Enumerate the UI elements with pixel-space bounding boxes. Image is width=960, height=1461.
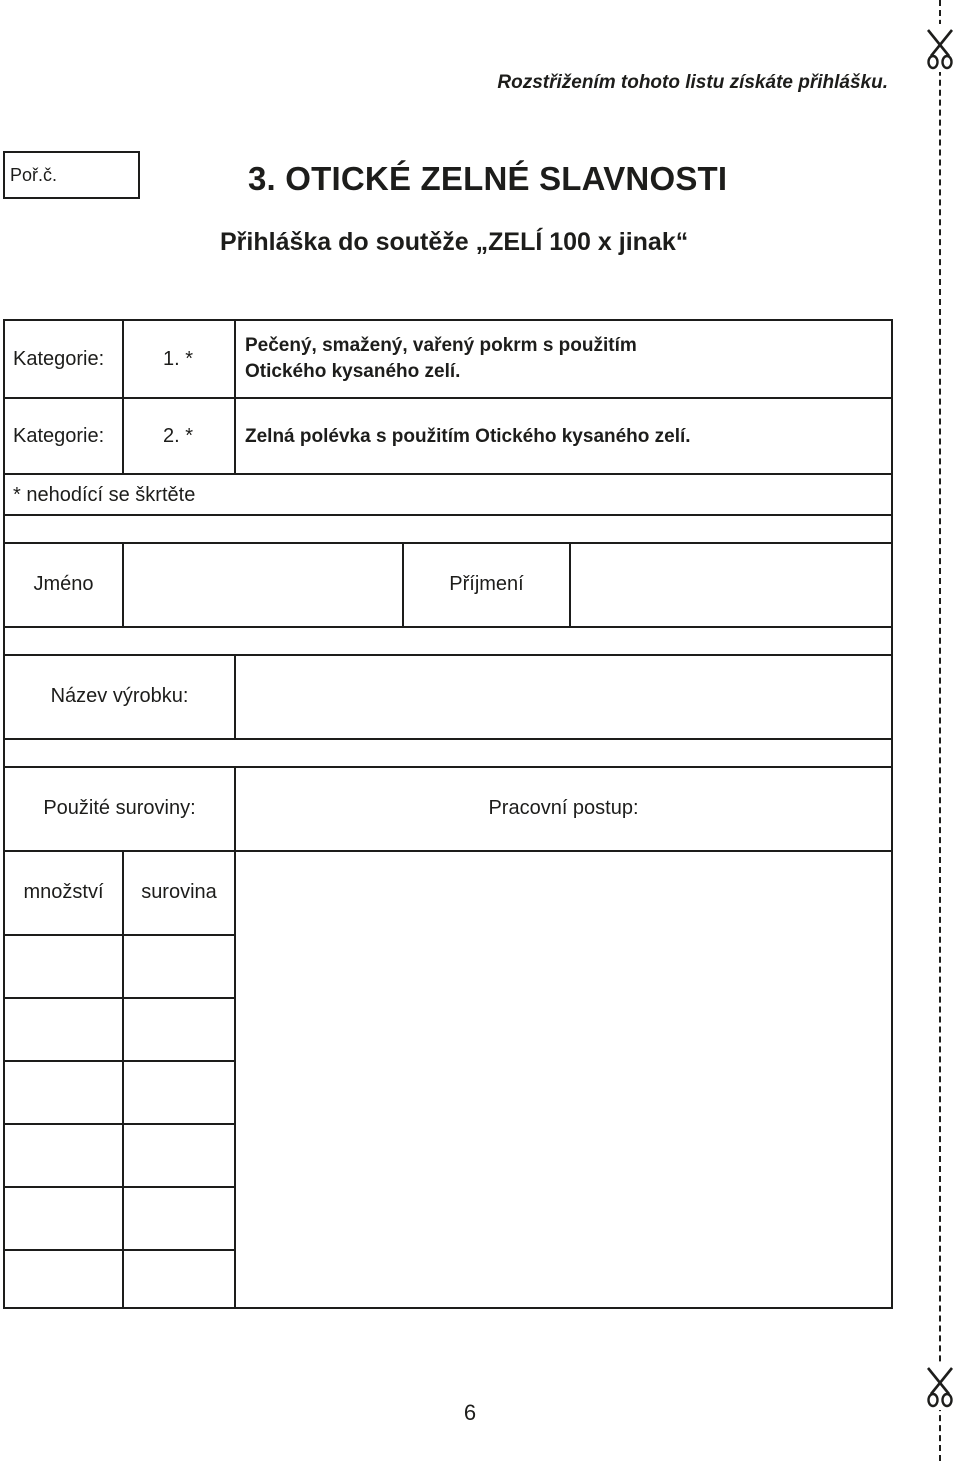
- procedure-field[interactable]: [236, 852, 891, 1307]
- order-number-label: Poř.č.: [10, 165, 58, 185]
- first-name-label: Jméno: [33, 573, 94, 595]
- ingredients-label: Použité suroviny:: [43, 797, 196, 819]
- page-number: 6: [463, 1400, 477, 1425]
- last-name-label: Příjmení: [449, 573, 524, 595]
- category-1-description-line1: Pečený, smažený, vařený pokrm s použitím: [245, 335, 637, 356]
- category-2-label: Kategorie:: [13, 425, 105, 447]
- category-2-description: Zelná polévka s použitím Otického kysaného zelí.: [245, 426, 691, 447]
- note-text: * nehodící se škrtěte: [13, 484, 196, 506]
- procedure-label: Pracovní postup:: [488, 797, 639, 819]
- last-name-field[interactable]: [571, 544, 891, 626]
- category-1-label: Kategorie:: [13, 348, 105, 370]
- category-2-number[interactable]: 2. *: [163, 425, 194, 447]
- page-subtitle: Přihláška do soutěže „ZELÍ 100 x jinak“: [220, 228, 689, 256]
- first-name-field[interactable]: [124, 544, 402, 626]
- category-1-description-line2: Otického kysaného zelí.: [245, 361, 461, 382]
- product-name-label: Název výrobku:: [50, 685, 189, 707]
- cut-instruction: Rozstřižením tohoto listu získáte přihlášku.: [497, 72, 888, 93]
- cut-line: [939, 0, 941, 1461]
- category-1-number[interactable]: 1. *: [163, 348, 194, 370]
- product-name-field[interactable]: [236, 656, 891, 738]
- order-number-box[interactable]: [3, 151, 140, 199]
- scissors-icon: [922, 24, 958, 72]
- page-title: 3. OTICKÉ ZELNÉ SLAVNOSTI: [248, 160, 728, 197]
- quantity-header: množství: [23, 881, 104, 903]
- ingredient-header: surovina: [141, 881, 217, 903]
- application-form: [3, 319, 893, 1309]
